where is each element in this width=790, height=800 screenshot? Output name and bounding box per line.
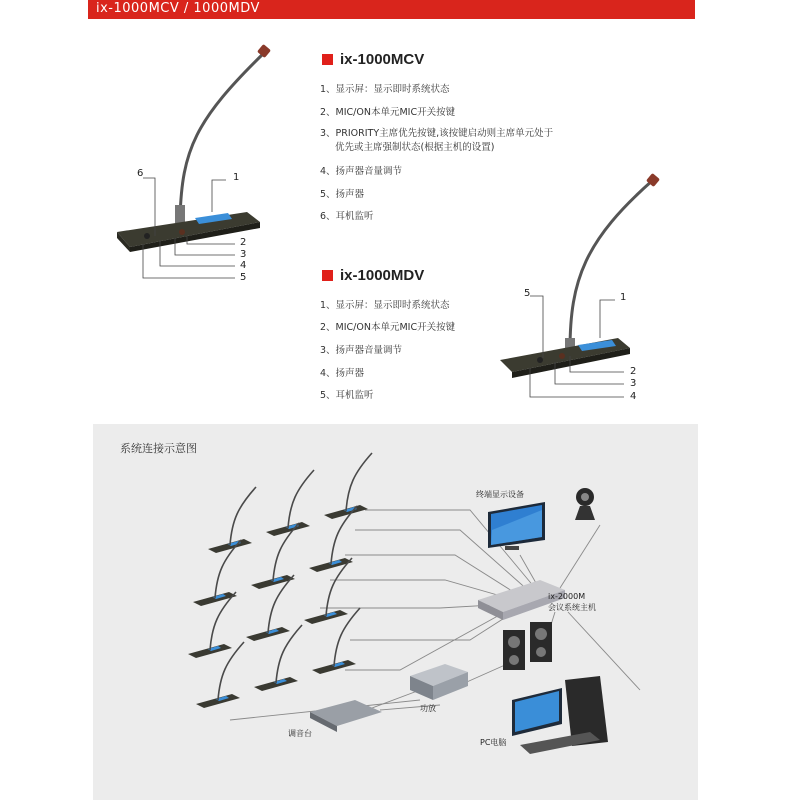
mcv-feature-6: 6、耳机监听 [320, 211, 374, 222]
mcv-callout-4: 4 [240, 260, 247, 271]
header-title: ix-1000MCV / 1000MDV [96, 1, 260, 16]
delegate-unit-icon [208, 487, 256, 553]
mcv-feature-4: 4、扬声器音量调节 [320, 166, 403, 177]
mdv-callout-4: 4 [630, 391, 637, 402]
mdv-callout-5: 5 [524, 288, 531, 299]
mcv-callout-3: 3 [240, 249, 247, 260]
mcv-callout-5: 5 [240, 272, 247, 283]
system-diagram-title: 系统连接示意图 [120, 442, 197, 455]
mdv-feature-1: 1、显示屏：显示即时系统状态 [320, 300, 450, 311]
host-model-label: ix-2000M [548, 592, 586, 601]
mcv-feature-1: 1、显示屏：显示即时系统状态 [320, 84, 450, 95]
mcv-title-text: ix-1000MCV [340, 51, 425, 68]
mdv-feature-4: 4、扬声器 [320, 368, 365, 379]
speakers-icon [503, 622, 552, 670]
mdv-callout-3: 3 [630, 378, 637, 389]
display-device-label: 终端显示设备 [476, 490, 524, 499]
pc-label: PC电脑 [480, 738, 507, 747]
mcv-feature-3-cont: 优先或主席强制状态(根据主机的设置) [335, 142, 495, 153]
mcv-callout-6: 6 [137, 168, 144, 179]
mcv-feature-5: 5、扬声器 [320, 189, 365, 200]
mixer-label: 调音台 [288, 729, 312, 738]
mdv-title-text: ix-1000MDV [340, 267, 425, 284]
mcv-callout-2: 2 [240, 237, 247, 248]
mdv-callout-2: 2 [630, 366, 637, 377]
webcam-icon [575, 488, 595, 520]
amplifier-label: 功放 [420, 704, 436, 713]
delegate-units [188, 453, 372, 708]
display-monitor-icon [488, 502, 545, 550]
mdv-feature-2: 2、MIC/ON本单元MIC开关按键 [320, 322, 456, 333]
mcv-feature-3: 3、PRIORITY主席优先按键,该按键启动则主席单元处于 [320, 128, 554, 139]
delegate-unit-icon [266, 470, 314, 536]
mdv-feature-5: 5、耳机监听 [320, 390, 374, 401]
mcv-feature-2: 2、MIC/ON本单元MIC开关按键 [320, 107, 456, 118]
pc-computer-icon [512, 676, 608, 754]
mdv-callout-1: 1 [620, 292, 627, 303]
host-name-label: 会议系统主机 [548, 603, 596, 612]
amplifier-icon [410, 664, 468, 700]
mcv-callout-1: 1 [233, 172, 240, 183]
delegate-unit-icon [324, 453, 372, 519]
mdv-feature-3: 3、扬声器音量调节 [320, 345, 403, 356]
